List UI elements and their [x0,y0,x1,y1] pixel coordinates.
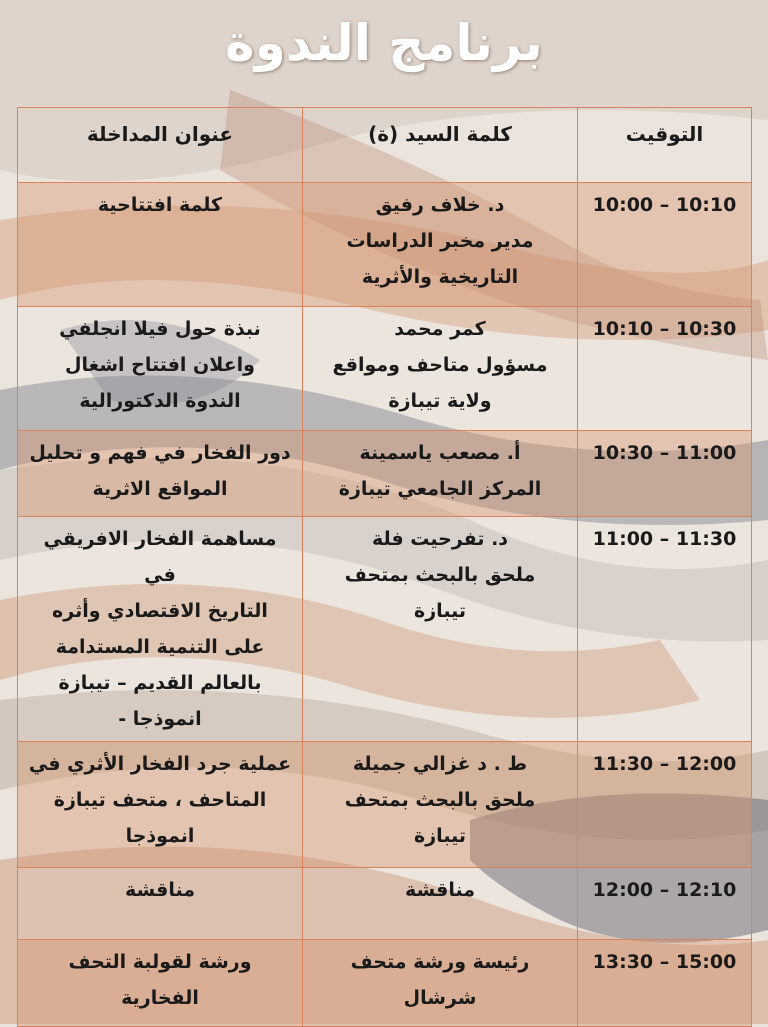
topic-line: انموذجا - [118,708,202,730]
topic-line: عملية جرد الفخار الأثري في [28,753,292,775]
speaker-cell [303,940,578,1027]
speaker-line: ملحق بالبحث بمتحف [344,564,536,586]
topic-cell [18,940,303,1027]
speaker-cell [303,183,578,307]
speaker-line: ولاية تيبازة [388,390,492,412]
topic-cell [18,517,303,742]
table-row [18,517,752,742]
topic-line: واعلان افتتاح اشغال [64,354,255,376]
topic-line: على التنمية المستدامة [55,636,265,658]
speaker-line: شرشال [403,987,477,1009]
topic-cell [18,183,303,307]
speaker-cell [303,431,578,517]
speaker-line: مناقشة [405,879,475,901]
topic-cell [18,431,303,517]
topic-line: الندوة الدكتورالية [79,390,241,412]
topic-line: بالعالم القديم – تيبازة [58,672,262,694]
speaker-line: تيبازة [414,825,466,847]
table-header-row [18,108,752,183]
speaker-cell [303,517,578,742]
speaker-line: ملحق بالبحث بمتحف [344,789,536,811]
time-cell: 10:00 – 10:10 [578,183,752,307]
page-title: برنامج الندوة [225,14,543,72]
speaker-cell [303,307,578,431]
topic-line: انموذجا [125,825,195,847]
table-row [18,431,752,517]
topic-line: دور الفخار في فهم و تحليل [29,442,291,464]
time-cell: 13:30 – 15:00 [578,940,752,1027]
topic-cell [18,307,303,431]
topic-cell [18,742,303,868]
topic-line: ورشة لقولبة التحف [68,951,252,973]
speaker-line: تيبازة [414,600,466,622]
topic-line: التاريخ الاقتصادي وأثره [52,600,268,622]
header-speaker: كلمة السيد (ة) [303,108,578,183]
topic-line: كلمة افتتاحية [97,194,223,216]
table-row [18,940,752,1027]
speaker-line: رئيسة ورشة متحف [350,951,530,973]
speaker-line: كمر محمد [394,318,486,340]
speaker-line: مسؤول متاحف ومواقع [332,354,548,376]
speaker-line: أ. مصعب ياسمينة [359,442,521,464]
topic-line: مساهمة الفخار الافريقي في [43,528,277,586]
time-cell: 11:30 – 12:00 [578,742,752,868]
speaker-line: التاريخية والأثرية [361,266,519,288]
time-cell: 10:30 – 11:00 [578,431,752,517]
table-row [18,183,752,307]
topic-line: الفخارية [121,987,199,1009]
speaker-line: د. تفرحيت فلة [371,528,509,550]
topic-line: مناقشة [125,879,195,901]
time-cell: 10:10 – 10:30 [578,307,752,431]
topic-line: المواقع الاثرية [92,478,228,500]
topic-line: المتاحف ، متحف تيبازة [53,789,267,811]
table-row [18,868,752,940]
program-table [17,107,752,1027]
topic-line: نبذة حول فيلا انجلفي [59,318,261,340]
topic-cell [18,868,303,940]
speaker-line: ط . د غزالي جميلة [352,753,528,775]
table-row [18,742,752,868]
time-cell: 12:00 – 12:10 [578,868,752,940]
time-cell: 11:00 – 11:30 [578,517,752,742]
speaker-cell [303,742,578,868]
header-time: التوقيت [578,108,752,183]
speaker-line: المركز الجامعي تيبازة [338,478,542,500]
speaker-line: د. خلاف رفيق [375,194,505,216]
speaker-line: مدير مخبر الدراسات [346,230,534,252]
speaker-cell [303,868,578,940]
table-row [18,307,752,431]
header-topic: عنوان المداخلة [18,108,303,183]
